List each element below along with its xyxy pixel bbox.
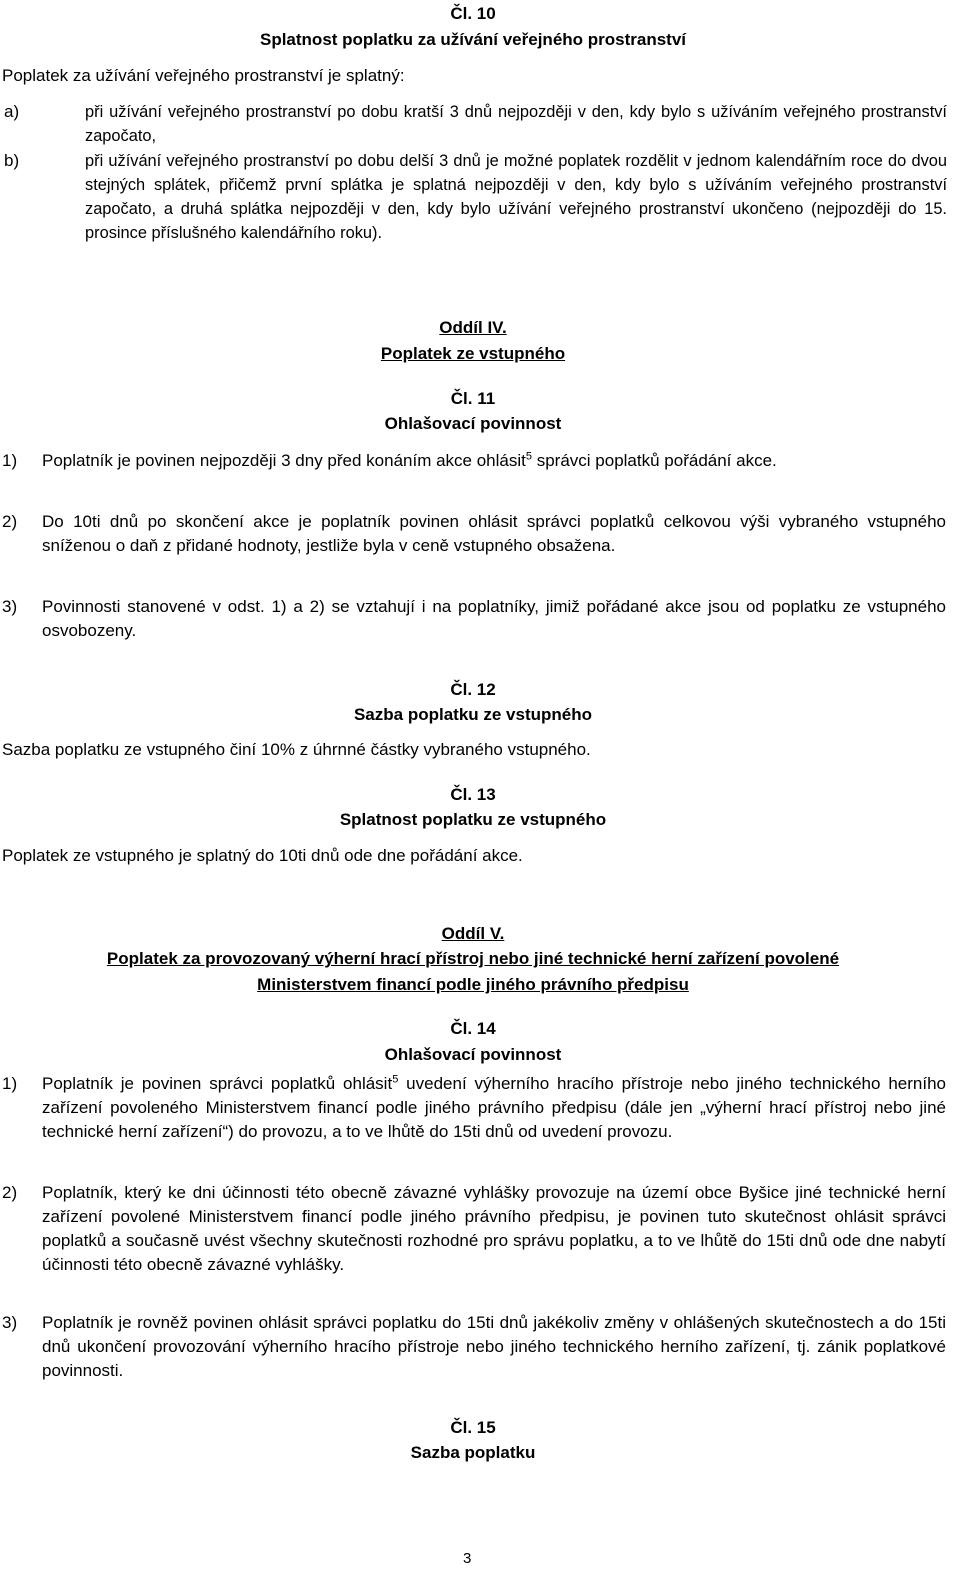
article-10-item-a-label: a) bbox=[4, 102, 20, 121]
article-12-text: Sazba poplatku ze vstupného činí 10% z úhrnné částky vybraného vstupného. bbox=[2, 740, 591, 759]
article-10-title: Splatnost poplatku za užívání veřejného prostranství bbox=[259, 30, 687, 49]
section-5-title-line-1: Poplatek za provozovaný výherní hrací přístroj nebo jiné technické herní zařízení povolené bbox=[106, 949, 840, 968]
section-5-heading: Oddíl V. bbox=[441, 924, 505, 943]
article-14-number: Čl. 14 bbox=[450, 1019, 496, 1038]
article-14-item-1-text: Poplatník je povinen správci poplatků ohlásit$^5$ uvedení výherního hracího přístroje nebo jiného technického herního zařízení povoleného Ministerstvem financí podle jiného právního předpisu (dále jen „výherní hrací přístroj nebo jiné technické herní zařízení“) do provozu, a to ve lhůtě do 15ti dnů od uvedení provozu. bbox=[42, 1073, 946, 1141]
article-14-item-3-text: Poplatník je rovněž povinen ohlásit správci poplatku do 15ti dnů jakékoliv změny v ohlášených skutečnostech a do 15ti dnů ukončení provozování výherního hracího přístroje nebo jiného technického herního zařízení, tj. zánik poplatkové povinnosti. bbox=[42, 1313, 946, 1380]
article-14-item-3-label: 3) bbox=[2, 1313, 18, 1332]
article-13-text: Poplatek ze vstupného je splatný do 10ti dnů ode dne pořádání akce. bbox=[2, 846, 523, 865]
article-11-number: Čl. 11 bbox=[450, 389, 496, 408]
article-14-item-2-text: Poplatník, který ke dni účinnosti této obecně závazné vyhlášky provozuje na území obce Byšice jiné technické herní zařízení povolené Ministerstvem financí podle jiného právního předpisu, je povinen tuto skutečnost ohlásit správci poplatků a současně uvést všechny skutečnosti rozhodné pro správu poplatku, a to ve lhůtě do 15ti dnů ode dne nabytí účinnosti této obecně závazné vyhlášky. bbox=[42, 1183, 946, 1274]
article-13-number: Čl. 13 bbox=[450, 785, 496, 804]
article-15-number: Čl. 15 bbox=[450, 1418, 496, 1437]
article-11-item-3-label: 3) bbox=[2, 597, 18, 616]
article-14-item-1-label: 1) bbox=[2, 1074, 18, 1093]
article-10-number: Čl. 10 bbox=[450, 4, 496, 23]
article-10-item-a-text: při užívání veřejného prostranství po dobu kratší 3 dnů nejpozději v den, kdy bylo s užíváním veřejného prostranství započato, bbox=[85, 103, 947, 145]
footnote-ref: 5 bbox=[392, 1073, 399, 1086]
article-11-item-2-text: Do 10ti dnů po skončení akce je poplatník povinen ohlásit správci poplatků celkovou výši vybraného vstupného sníženou o daň z přidané hodnoty, jestliže byla v ceně vstupného obsažena. bbox=[42, 512, 946, 555]
article-10-intro: Poplatek za užívání veřejného prostranství je splatný: bbox=[2, 66, 405, 85]
article-10-item-b-text: při užívání veřejného prostranství po dobu delší 3 dnů je možné poplatek rozdělit v jednom kalendářním roce do dvou stejných splátek, přičemž první splátka je splatná nejpozději v den, kdy bylo s užíváním veřejného prostranství započato, a druhá splátka nejpozději v den, kdy bylo užívání veřejného prostranství ukončeno (nejpozději do 15. prosince příslušného kalendářního roku). bbox=[85, 152, 947, 242]
footnote-ref: 5 bbox=[525, 450, 532, 463]
section-4-title: Poplatek ze vstupného bbox=[380, 344, 566, 363]
article-14-title: Ohlašovací povinnost bbox=[384, 1045, 562, 1064]
article-11-title: Ohlašovací povinnost bbox=[384, 414, 562, 433]
article-11-item-2-label: 2) bbox=[2, 512, 18, 531]
article-11-item-3-text: Povinnosti stanovené v odst. 1) a 2) se vztahují i na poplatníky, jimiž pořádané akce jsou od poplatku ze vstupného osvobozeny. bbox=[42, 597, 946, 640]
section-4-heading: Oddíl IV. bbox=[439, 318, 507, 337]
article-11-item-1-label: 1) bbox=[2, 451, 18, 470]
article-13-title: Splatnost poplatku ze vstupného bbox=[339, 810, 607, 829]
article-12-number: Čl. 12 bbox=[450, 680, 496, 699]
article-14-item-2-label: 2) bbox=[2, 1183, 18, 1202]
article-11-item-1-text: Poplatník je povinen nejpozději 3 dny před konáním akce ohlásit$^5$ správci poplatků pořádání akce. bbox=[42, 450, 777, 470]
section-5-title-line-2: Ministerstvem financí podle jiného právního předpisu bbox=[257, 975, 689, 994]
article-10-item-b-label: b) bbox=[4, 151, 20, 170]
page-number: 3 bbox=[463, 1550, 472, 1567]
article-12-title: Sazba poplatku ze vstupného bbox=[353, 705, 593, 724]
article-15-title: Sazba poplatku bbox=[410, 1443, 536, 1462]
